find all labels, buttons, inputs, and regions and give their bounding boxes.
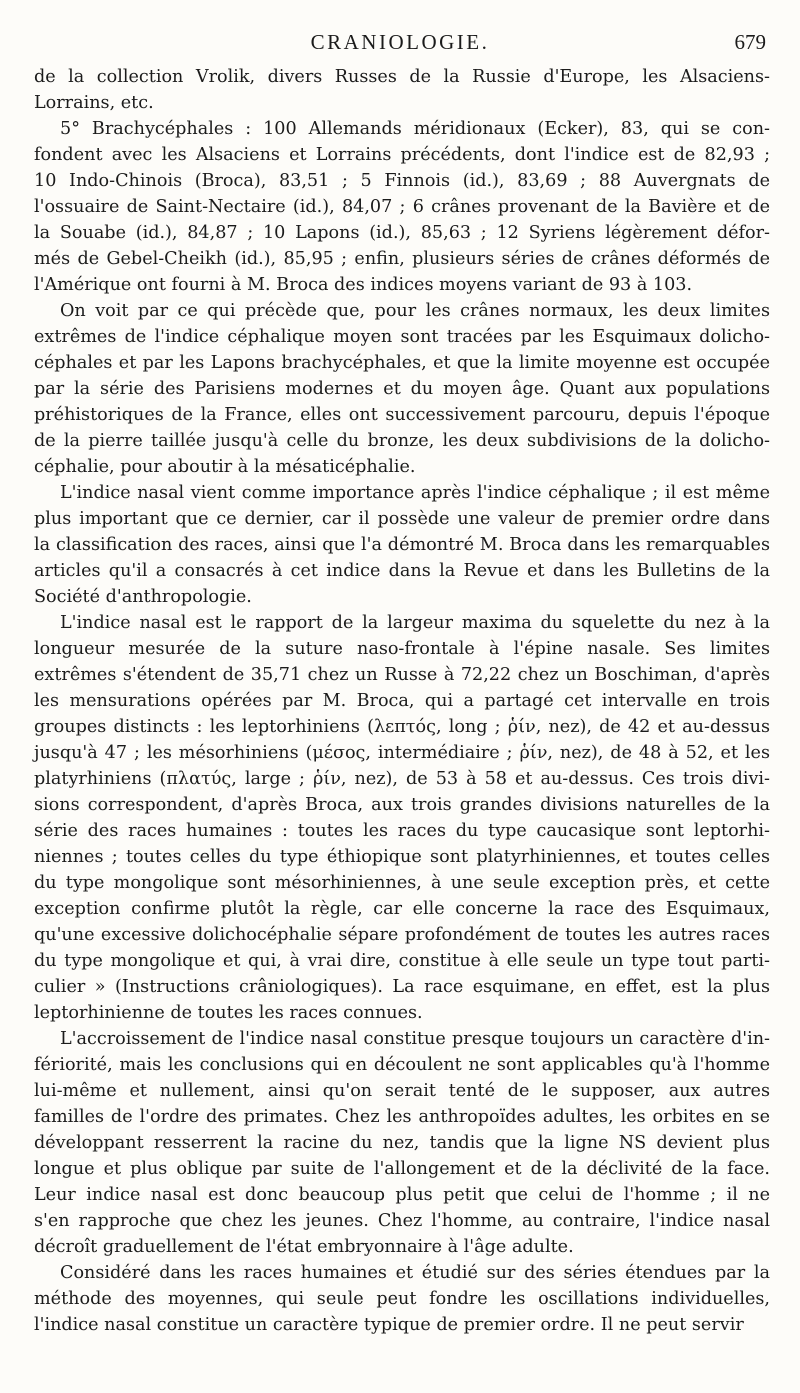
text-line: par la série des Parisiens modernes et du moyen âge. Quant aux populations [34, 379, 770, 399]
text-line: du type mongolique sont mésorhiniennes, à une seule exception près, et cette [34, 873, 770, 893]
text-line: plus important que ce dernier, car il possède une valeur de premier ordre dans [34, 509, 770, 529]
text-line: l'indice nasal constitue un caractère typique de premier ordre. Il ne peut servir [34, 1315, 744, 1335]
text-line: l'ossuaire de Saint-Nectaire (id.), 84,07 ; 6 crânes provenant de la Bavière et de [34, 197, 770, 217]
text-line: groupes distincts : les leptorhiniens (λεπτός, long ; ῥίν, nez), de 42 et au-dessus [34, 717, 770, 737]
page-body-text [34, 64, 770, 1338]
text-line: s'en rapproche que chez les jeunes. Chez l'homme, au contraire, l'indice nasal [34, 1211, 770, 1231]
text-line: lui-même et nullement, ainsi qu'on serait tenté de le supposer, aux autres [34, 1081, 770, 1101]
paragraph [34, 116, 770, 298]
paragraph [34, 1026, 770, 1260]
text-line: Considéré dans les races humaines et étudié sur des séries étendues par la [60, 1263, 770, 1283]
text-line: série des races humaines : toutes les races du type caucasique sont leptorhi- [34, 821, 770, 841]
text-line: de la collection Vrolik, divers Russes de la Russie d'Europe, les Alsaciens- [34, 67, 770, 87]
text-line: exception confirme plutôt la règle, car elle concerne la race des Esquimaux, [34, 899, 770, 919]
text-line: L'accroissement de l'indice nasal constitue presque toujours un caractère d'in- [60, 1029, 770, 1049]
text-line: més de Gebel-Cheikh (id.), 85,95 ; enfin, plusieurs séries de crânes déformés de [34, 249, 770, 269]
text-line: Lorrains, etc. [34, 93, 154, 113]
paragraph [34, 298, 770, 480]
text-line: méthode des moyennes, qui seule peut fondre les oscillations individuelles, [34, 1289, 770, 1309]
paragraph [34, 64, 770, 116]
text-line: extrêmes s'étendent de 35,71 chez un Russe à 72,22 chez un Boschiman, d'après [34, 665, 770, 685]
text-line: Société d'anthropologie. [34, 587, 252, 607]
text-line: décroît graduellement de l'état embryonnaire à l'âge adulte. [34, 1237, 574, 1257]
text-line: L'indice nasal est le rapport de la largeur maxima du squelette du nez à la [60, 613, 770, 633]
text-line: l'Amérique ont fourni à M. Broca des indices moyens variant de 93 à 103. [34, 275, 693, 295]
running-title: CRANIOLOGIE. [310, 30, 490, 54]
text-line: familles de l'ordre des primates. Chez les anthropoïdes adultes, les orbites en se [34, 1107, 770, 1127]
text-line: développant resserrent la racine du nez, tandis que la ligne NS devient plus [34, 1133, 770, 1153]
page-header [30, 30, 770, 60]
paragraph [34, 1260, 770, 1338]
text-line: Leur indice nasal est donc beaucoup plus petit que celui de l'homme ; il ne [34, 1185, 770, 1205]
text-line: du type mongolique et qui, à vrai dire, constitue à elle seule un type tout parti- [34, 951, 770, 971]
text-line: 5° Brachycéphales : 100 Allemands méridionaux (Ecker), 83, qui se con- [60, 119, 770, 139]
page-number: 679 [734, 30, 766, 54]
text-line: platyrhiniens (πλατύς, large ; ῥίν, nez), de 53 à 58 et au-dessus. Ces trois divi- [34, 769, 770, 789]
text-line: extrêmes de l'indice céphalique moyen sont tracées par les Esquimaux dolicho- [34, 327, 770, 347]
text-line: céphales et par les Lapons brachycéphales, et que la limite moyenne est occupée [34, 353, 770, 373]
text-line: On voit par ce qui précède que, pour les crânes normaux, les deux limites [60, 301, 770, 321]
text-line: niennes ; toutes celles du type éthiopique sont platyrhiniennes, et toutes celles [34, 847, 770, 867]
text-line: la Souabe (id.), 84,87 ; 10 Lapons (id.), 85,63 ; 12 Syriens légèrement défor- [34, 223, 770, 243]
text-line: la classification des races, ainsi que l'a démontré M. Broca dans les remarquables [34, 535, 770, 555]
paragraph [34, 480, 770, 610]
text-line: sions correspondent, d'après Broca, aux trois grandes divisions naturelles de la [34, 795, 770, 815]
text-line: longueur mesurée de la suture naso-frontale à l'épine nasale. Ses limites [34, 639, 770, 659]
text-line: les mensurations opérées par M. Broca, qui a partagé cet intervalle en trois [34, 691, 770, 711]
text-line: qu'une excessive dolichocéphalie sépare profondément de toutes les autres races [34, 925, 770, 945]
text-line: jusqu'à 47 ; les mésorhiniens (μέσος, intermédiaire ; ῥίν, nez), de 48 à 52, et les [34, 743, 770, 763]
text-line: articles qu'il a consacrés à cet indice dans la Revue et dans les Bulletins de la [34, 561, 770, 581]
text-line: céphalie, pour aboutir à la mésaticéphalie. [34, 457, 416, 477]
text-line: préhistoriques de la France, elles ont successivement parcouru, depuis l'époque [34, 405, 770, 425]
text-line: longue et plus oblique par suite de l'allongement et de la déclivité de la face. [34, 1159, 770, 1179]
text-line: culier » (Instructions crâniologiques). La race esquimane, en effet, est la plus [34, 977, 770, 997]
text-line: fériorité, mais les conclusions qui en découlent ne sont applicables qu'à l'homme [34, 1055, 770, 1075]
text-line: L'indice nasal vient comme importance après l'indice céphalique ; il est même [60, 483, 770, 503]
text-line: 10 Indo-Chinois (Broca), 83,51 ; 5 Finnois (id.), 83,69 ; 88 Auvergnats de [34, 171, 770, 191]
text-line: de la pierre taillée jusqu'à celle du bronze, les deux subdivisions de la dolicho- [34, 431, 770, 451]
paragraph [34, 610, 770, 1026]
text-line: fondent avec les Alsaciens et Lorrains précédents, dont l'indice est de 82,93 ; [34, 145, 770, 165]
text-line: leptorhinienne de toutes les races connues. [34, 1003, 423, 1023]
